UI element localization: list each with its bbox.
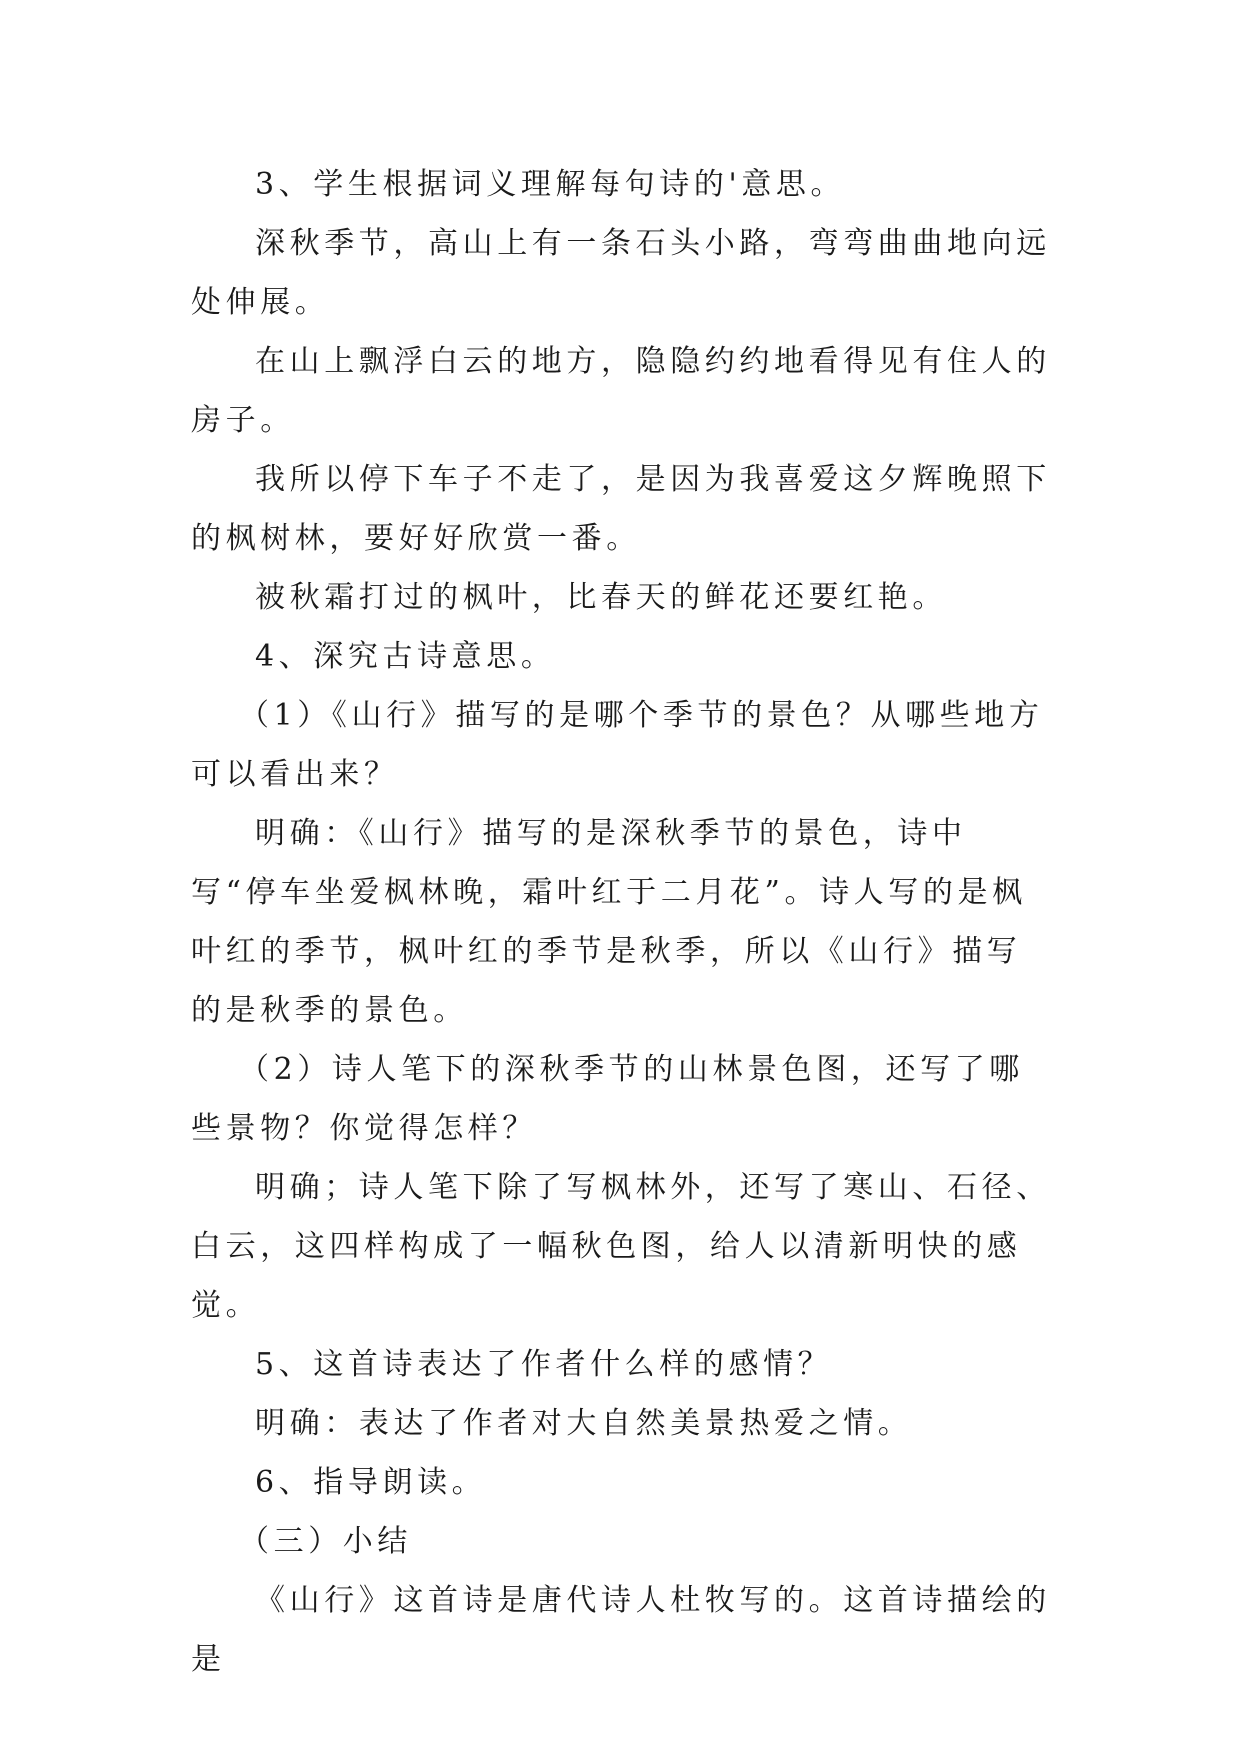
- paragraph-11: 5、这首诗表达了作者什么样的感情？: [255, 1347, 833, 1382]
- body-text: [191, 155, 1051, 1689]
- paragraph-3: 在山上飘浮白云的地方，隐隐约约地看得见有住人的房子。: [191, 344, 1051, 438]
- paragraph-7: （1）《山行》描写的是哪个季节的景色？从哪些地方可以看出来？: [191, 698, 1044, 792]
- paragraph-4: 我所以停下车子不走了，是因为我喜爱这夕辉晚照下的枫树林，要好好欣赏一番。: [191, 462, 1051, 556]
- paragraph-14: （三）小结: [239, 1524, 412, 1559]
- paragraph-10: 明确；诗人笔下除了写枫林外，还写了寒山、石径、白云，这四样构成了一幅秋色图，给人以清新明快的感觉。: [191, 1170, 1051, 1323]
- paragraph-13: 6、指导朗读。: [255, 1465, 487, 1500]
- paragraph-5: 被秋霜打过的枫叶，比春天的鲜花还要红艳。: [255, 580, 947, 615]
- paragraph-1: 3、学生根据词义理解每句诗的'意思。: [255, 167, 846, 202]
- paragraph-15: 《山行》这首诗是唐代诗人杜牧写的。这首诗描绘的是: [191, 1583, 1051, 1677]
- paragraph-9: （2）诗人笔下的深秋季节的山林景色图，还写了哪些景物？你觉得怎样？: [191, 1052, 1024, 1146]
- paragraph-6: 4、深究古诗意思。: [255, 639, 556, 674]
- paragraph-12: 明确：表达了作者对大自然美景热爱之情。: [255, 1406, 913, 1441]
- paragraph-8: 明确：《山行》描写的是深秋季节的景色，诗中写“停车坐爱枫林晚，霜叶红于二月花”。诗人写的是枫叶红的季节，枫叶红的季节是秋季，所以《山行》描写的是秋季的景色。: [191, 816, 1027, 1028]
- paragraph-2: 深秋季节，高山上有一条石头小路，弯弯曲曲地向远处伸展。: [191, 226, 1051, 320]
